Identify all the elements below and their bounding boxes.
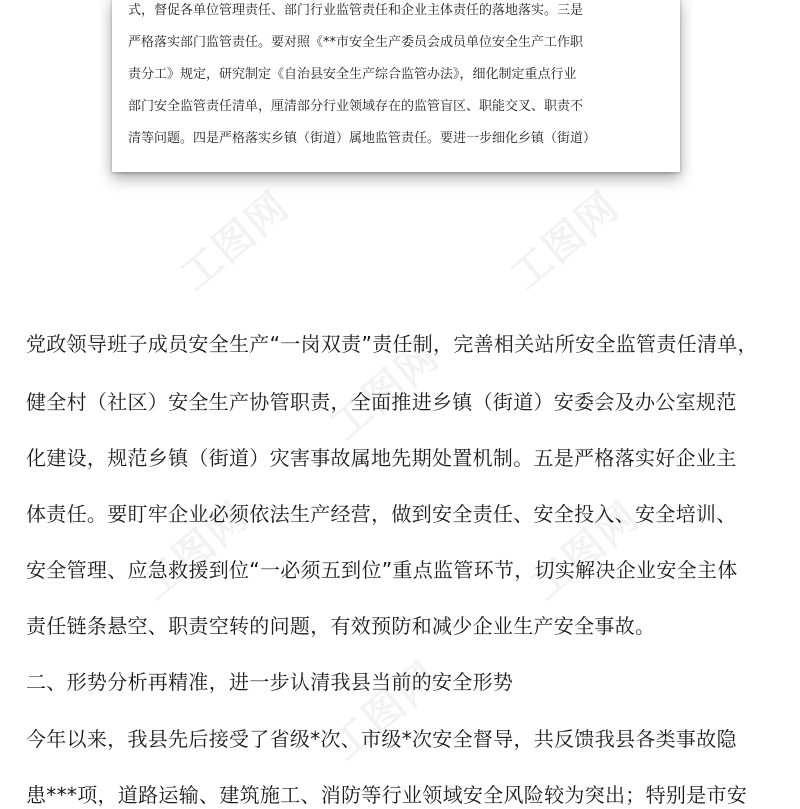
card-text-line: 部门安全监管责任清单，厘清部分行业领域存在的监管盲区、职能交叉、职责不 — [128, 99, 584, 114]
body-paragraph-line: 党政领导班子成员安全生产“一岗双责”责任制，完善相关站所安全监管责任清单， — [26, 332, 758, 356]
document-preview-card — [112, 0, 680, 172]
section-heading: 二、形势分析再精准，进一步认清我县当前的安全形势 — [26, 670, 514, 694]
watermark: 工图网 — [322, 653, 449, 770]
card-text-line: 清等问题。四是严格落实乡镇（街道）属地监管责任。要进一步细化乡镇（街道） — [128, 131, 597, 146]
body-paragraph-line: 患***项，道路运输、建筑施工、消防等行业领域安全风险较为突出；特别是市安 — [26, 783, 748, 807]
watermark: 工图网 — [522, 493, 649, 610]
card-text-line: 责分工》规定，研究制定《自治县安全生产综合监管办法》，细化制定重点行业 — [128, 67, 577, 82]
body-paragraph-line: 安全管理、应急救援到位“一必须五到位”重点监管环节，切实解决企业安全主体 — [26, 558, 738, 582]
card-text-line: 严格落实部门监管责任。要对照《**市安全生产委员会成员单位安全生产工作职 — [128, 35, 584, 50]
body-paragraph-line: 今年以来，我县先后接受了省级*次、市级*次安全督导，共反馈我县各类事故隐 — [26, 727, 737, 751]
body-paragraph-line: 体责任。要盯牢企业必须依法生产经营，做到安全责任、安全投入、安全培训、 — [26, 502, 737, 526]
watermark: 工图网 — [132, 493, 259, 610]
card-text-line: 式，督促各单位管理责任、部门行业监管责任和企业主体责任的落地落实。三是 — [128, 3, 584, 18]
watermark: 工图网 — [322, 333, 449, 450]
watermark: 工图网 — [502, 183, 629, 300]
watermark: 工图网 — [172, 183, 299, 300]
body-paragraph-line: 化建设，规范乡镇（街道）灾害事故属地先期处置机制。五是严格落实好企业主 — [26, 446, 737, 470]
body-paragraph-line: 健全村（社区）安全生产协管职责，全面推进乡镇（街道）安委会及办公室规范 — [26, 390, 737, 414]
body-paragraph-line: 责任链条悬空、职责空转的问题，有效预防和减少企业生产安全事故。 — [26, 614, 656, 638]
